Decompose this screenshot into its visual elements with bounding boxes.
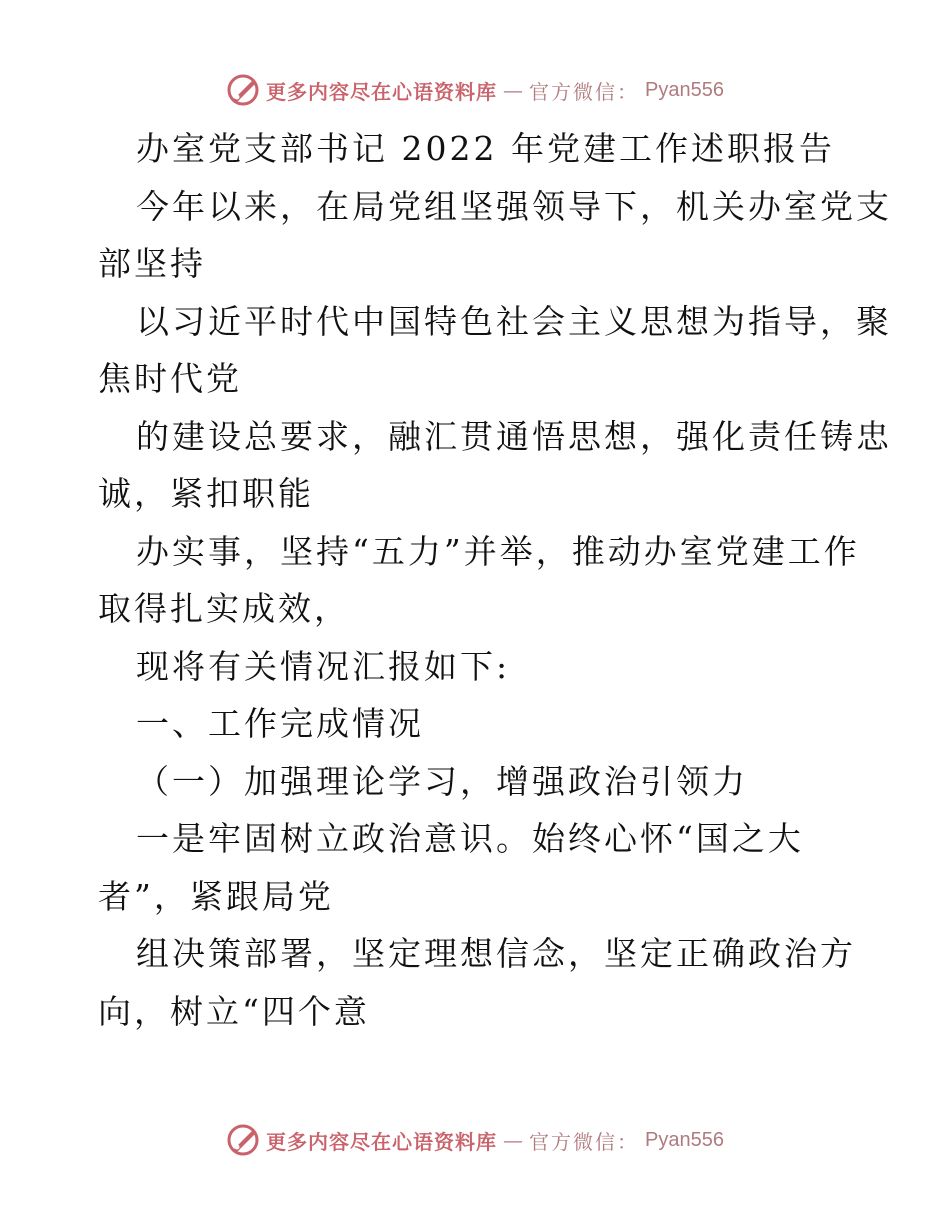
watermark-separator: —: [503, 78, 524, 102]
text-line: 焦时代党: [98, 359, 242, 398]
text-line: 办实事，坚持“五力”并举，推动办室党建工作: [136, 531, 860, 571]
text-line: 部坚持: [98, 244, 206, 283]
document-title: 办室党支部书记 2022 年党建工作述职报告: [136, 129, 835, 168]
text-line: 诚，紧扣职能: [98, 474, 314, 513]
watermark-separator: —: [503, 1128, 524, 1152]
text-line: 组决策部署，坚定理想信念，坚定正确政治方: [136, 934, 856, 973]
text-line: 以习近平时代中国特色社会主义思想为指导，聚: [136, 301, 892, 341]
footer-watermark: [0, 1120, 950, 1160]
watermark-text: 更多内容尽在心语资料库: [266, 1129, 498, 1154]
text-line: 的建设总要求，融汇贯通悟思想，强化责任铸忠: [136, 416, 892, 456]
text-line: 取得扎实成效，: [98, 589, 350, 628]
text-line: 一是牢固树立政治意识。始终心怀“国之大: [136, 819, 804, 858]
text-line: 今年以来，在局党组坚强领导下，机关办室党支: [136, 186, 892, 226]
watermark-id: Pyan556: [645, 1128, 724, 1151]
text-line: （一）加强理论学习，增强政治引领力: [136, 761, 748, 801]
text-line: 一、工作完成情况: [136, 704, 424, 743]
document-body: [98, 120, 892, 1040]
text-line: 现将有关情况汇报如下:: [136, 646, 511, 686]
header-watermark: [0, 70, 950, 110]
quill-logo-icon: [226, 1123, 260, 1157]
watermark-label: 官方微信：: [529, 79, 640, 104]
quill-logo-icon: [226, 73, 260, 107]
text-line: 向，树立“四个意: [98, 991, 370, 1031]
text-line: 者”，紧跟局党: [98, 876, 334, 916]
watermark-id: Pyan556: [645, 78, 724, 101]
watermark-label: 官方微信：: [529, 1129, 640, 1154]
watermark-text: 更多内容尽在心语资料库: [266, 79, 498, 104]
